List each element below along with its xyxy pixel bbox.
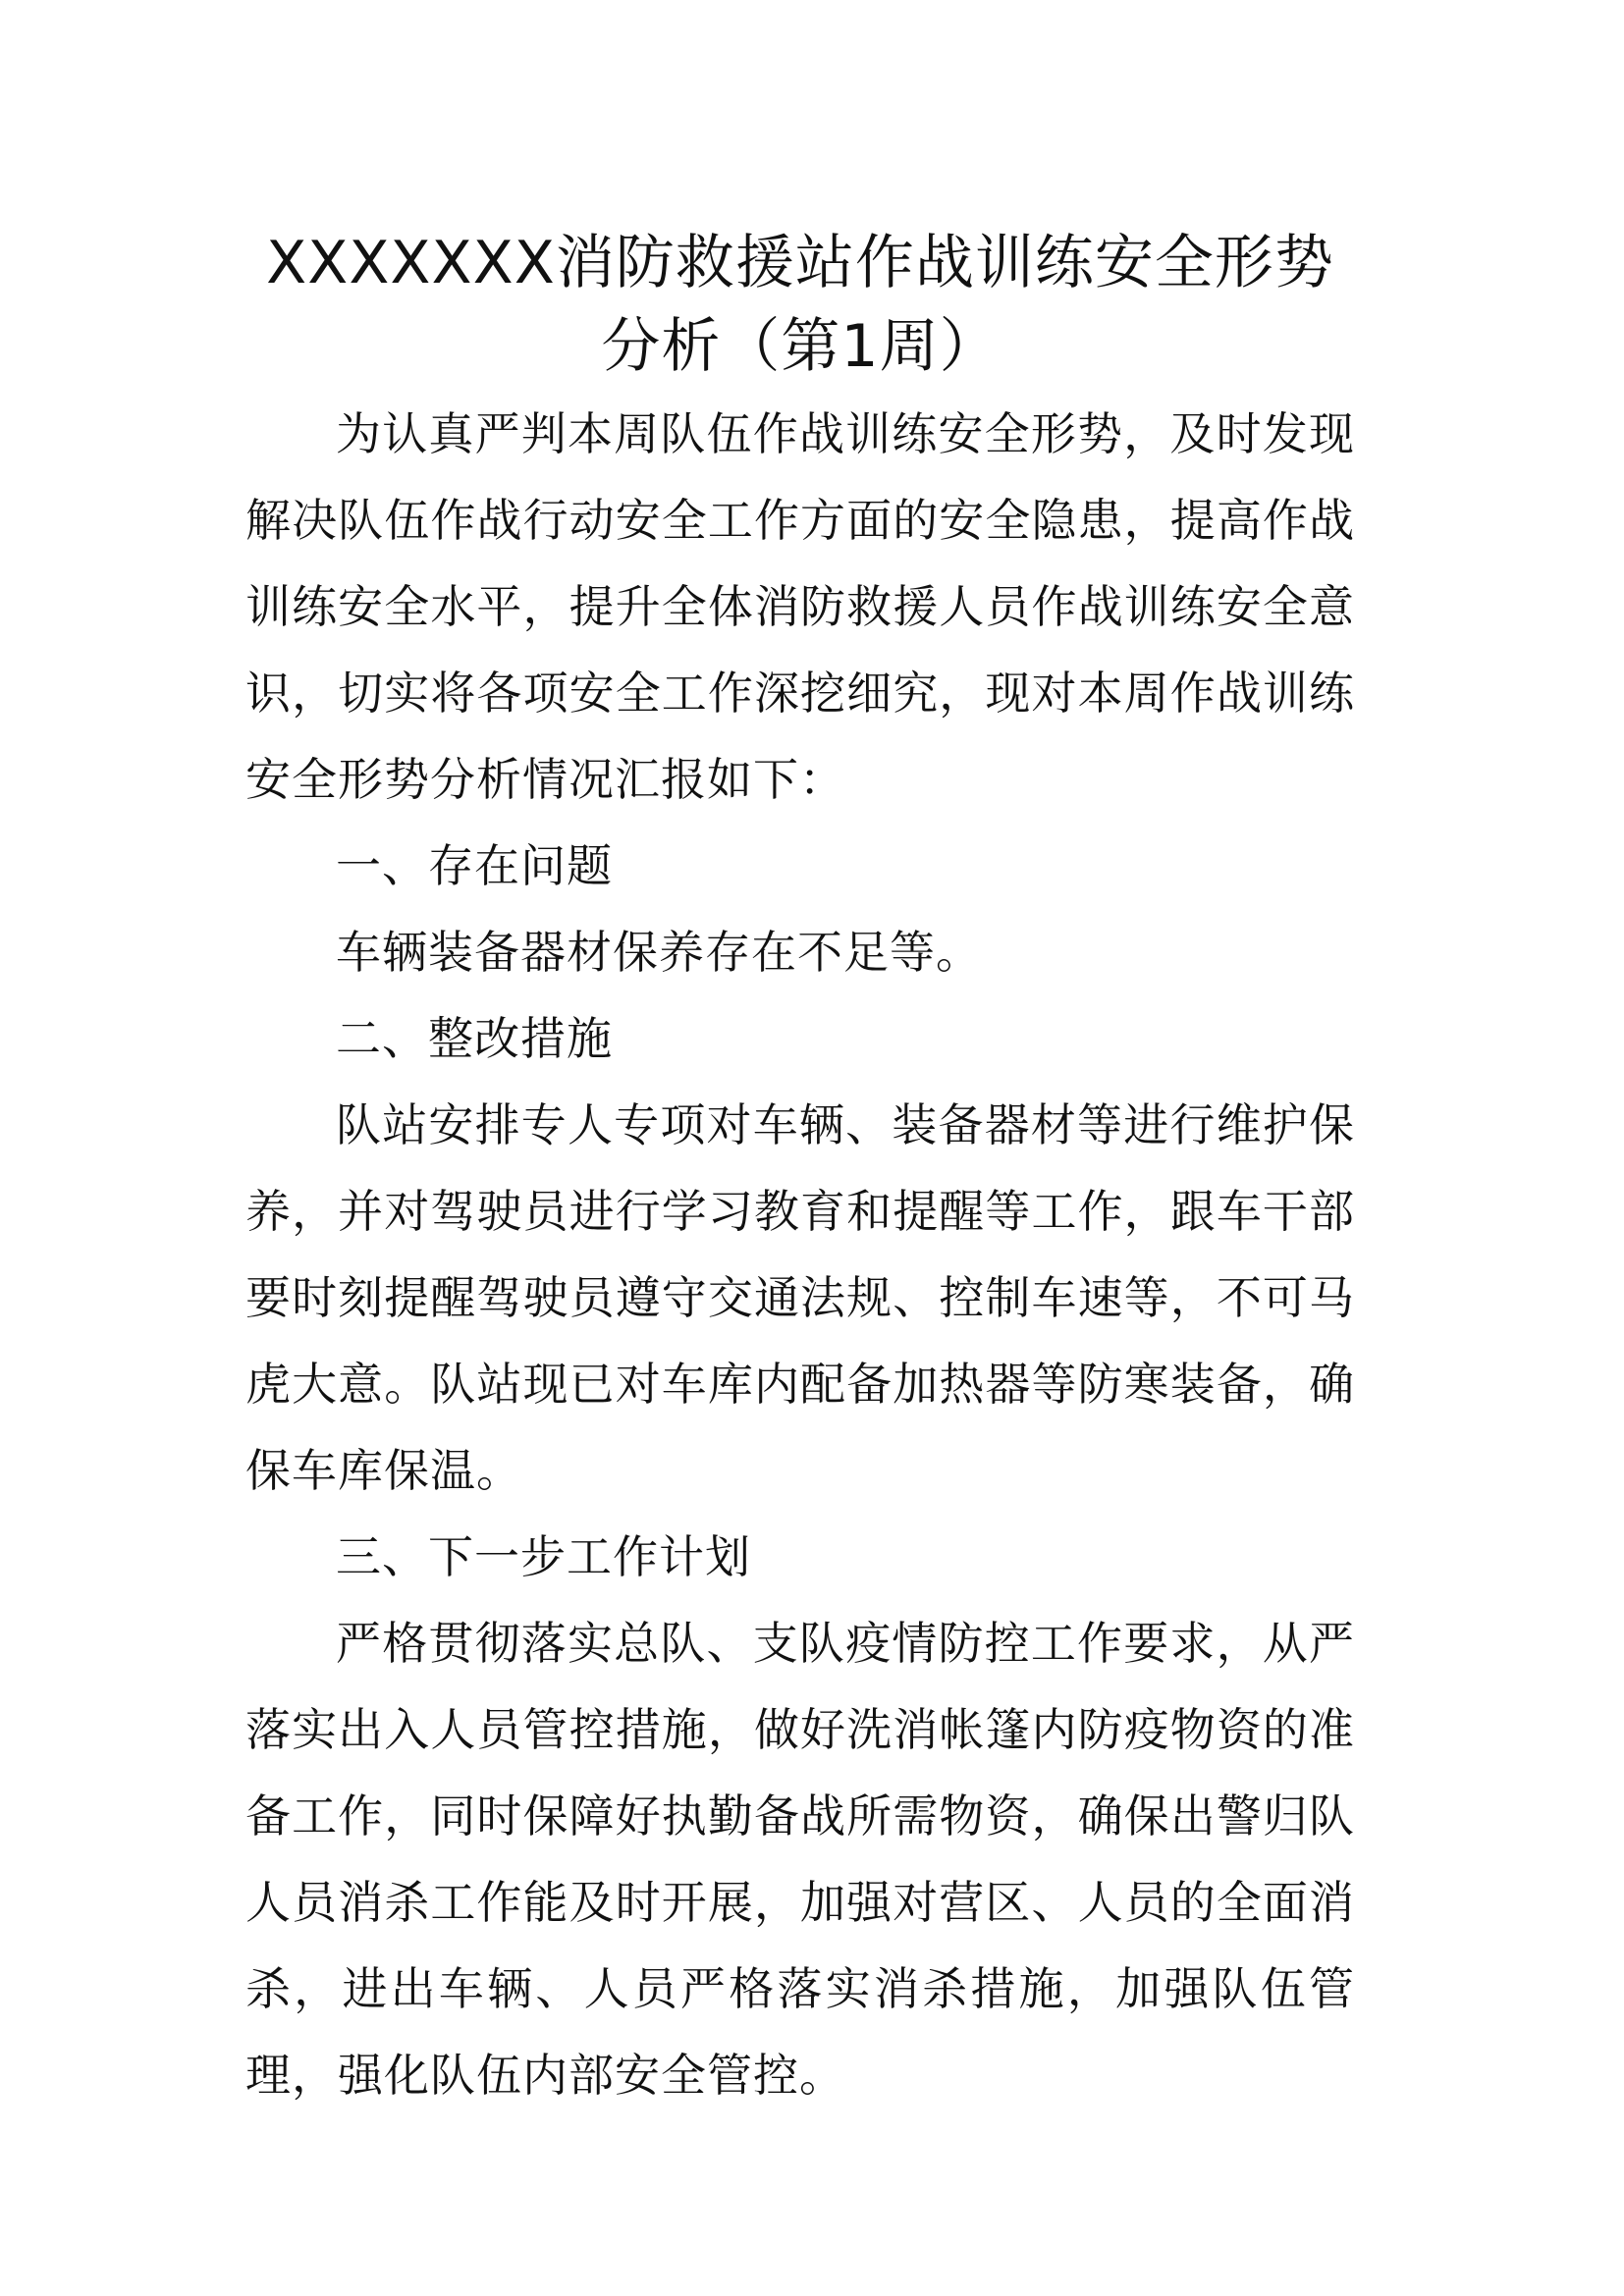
section-paragraph: 车辆装备器材保养存在不足等。 (336, 926, 982, 979)
document-body (245, 391, 1355, 2118)
document-title-line2: 分析（第1周） (601, 312, 1000, 381)
section-paragraph: 严格贯彻落实总队、支队疫情防控工作要求，从严落实出入人员管控措施，做好洗消帐篷内防疫物资的准备工作，同时保障好执勤备战所需物资，确保出警归队人员消杀工作能及时开展，加强对营区、人员的全面消杀，进出车辆、人员严格落实消杀措施，加强队伍管理，强化队伍内部安全管控。 (245, 1617, 1355, 2102)
section-heading: 二、整改措施 (336, 1012, 613, 1065)
section-heading: 三、下一步工作计划 (336, 1530, 751, 1583)
intro-paragraph: 为认真严判本周队伍作战训练安全形势，及时发现解决队伍作战行动安全工作方面的安全隐患，提高作战训练安全水平，提升全体消防救援人员作战训练安全意识，切实将各项安全工作深挖细究，现对本周作战训练安全形势分析情况汇报如下： (245, 407, 1355, 806)
document-title-line1: XXXXXXX消防救援站作战训练安全形势 (266, 229, 1334, 297)
section-paragraph: 队站安排专人专项对车辆、装备器材等进行维护保养，并对驾驶员进行学习教育和提醒等工作，跟车干部要时刻提醒驾驶员遵守交通法规、控制车速等，不可马虎大意。队站现已对车库内配备加热器等防寒装备，确保车库保温。 (245, 1098, 1355, 1497)
section-heading: 一、存在问题 (336, 839, 613, 892)
